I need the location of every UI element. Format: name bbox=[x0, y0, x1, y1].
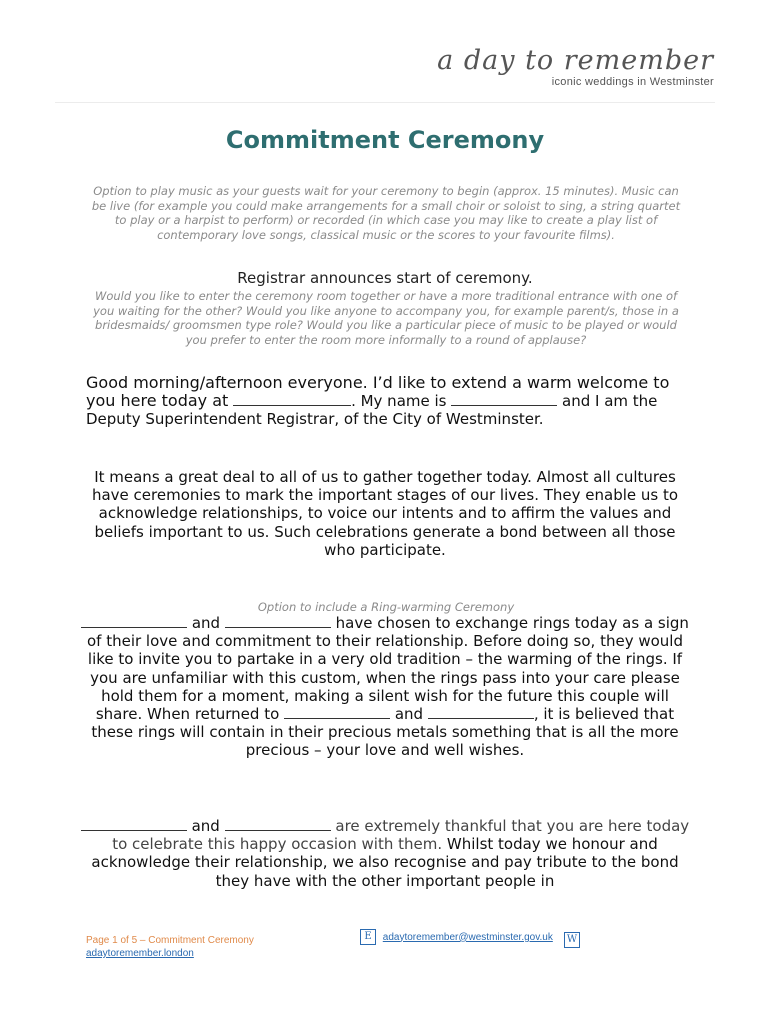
ring-warming-paragraph bbox=[80, 614, 690, 760]
meaning-paragraph: It means a great deal to all of us to gather together today. Almost all cultures have ceremonies to mark the important stages of our lives. They enable us to acknowledge relationships, to voice our intents and to affirm the values and beliefs important to us. Such celebrations generate a bond between all those who participate. bbox=[91, 468, 679, 559]
partner-two-blank bbox=[428, 705, 534, 719]
brand-subtitle: iconic weddings in Westminster bbox=[551, 76, 714, 88]
thanks-text-1: are extremely thankful that you are here today to celebrate this happy occasion with them. bbox=[112, 817, 690, 854]
registrar-announcement: Registrar announces start of ceremony. bbox=[237, 269, 533, 287]
ring-and-2: and bbox=[394, 705, 424, 724]
ring-and: and bbox=[191, 614, 221, 632]
email-link[interactable]: adaytoremember@westminster.gov.uk bbox=[382, 931, 553, 943]
footer-email bbox=[360, 929, 553, 945]
partner-one-blank bbox=[81, 614, 187, 628]
web-icon[interactable]: W bbox=[564, 932, 580, 948]
ring-text-2: , it is believed that these rings will contain in their precious metals something that is all the more precious – your love and well wishes. bbox=[91, 705, 679, 760]
footer-left bbox=[86, 934, 254, 960]
website-link[interactable]: adaytoremember.london bbox=[86, 948, 194, 959]
email-icon: E bbox=[360, 929, 376, 945]
entrance-note: Would you like to enter the ceremony room together or have a more traditional entrance with one of you waiting for the other? Would you like anyone to accompany you, for example parent/s, those in a bridesmaids/ groomsmen type role? Would you like a particular piece of music to be played or would you prefer to enter the room more informally to a round of applause? bbox=[93, 289, 679, 347]
partner-one-blank bbox=[81, 817, 187, 831]
header-divider bbox=[55, 102, 715, 103]
registrar-name-blank bbox=[451, 392, 557, 406]
brand-logo bbox=[437, 46, 714, 88]
partner-two-blank bbox=[225, 614, 331, 628]
greeting-text-2: . My name is bbox=[351, 392, 447, 411]
thanks-and: and bbox=[191, 817, 220, 835]
greeting-text-1: Good morning/afternoon everyone. I’d like to extend a warm welcome to you here today at bbox=[86, 373, 670, 411]
ring-text-1: have chosen to exchange rings today as a sign of their love and commitment to their relationship. Before doing so, they would like to invite you to partake in a very old tradition – the warming of the rings. If you are unfamiliar with this custom, when the rings pass into your care please hold them for a moment, making a silent wish for the future this couple will share. When returned to bbox=[86, 614, 689, 724]
thanks-paragraph bbox=[80, 817, 690, 890]
ring-warming-note: Option to include a Ring-warming Ceremony bbox=[257, 600, 515, 614]
music-note: Option to play music as your guests wait for your ceremony to begin (approx. 15 minutes). Music can be live (for example you could make arrangements for a small choir or soloist to sing, a string quartet to play or a harpist to perform) or recorded (in which case you may like to create a play list of contemporary love songs, classical music or the scores to your favourite films). bbox=[91, 184, 681, 242]
brand-title: a day to remember bbox=[437, 45, 714, 76]
page-title: Commitment Ceremony bbox=[225, 126, 545, 154]
greeting-text-3: and I am the Deputy Superintendent Registrar, of the City of Westminster. bbox=[86, 392, 658, 429]
venue-blank bbox=[233, 392, 351, 406]
web-icon-wrap[interactable] bbox=[564, 929, 580, 948]
partner-one-blank bbox=[284, 705, 390, 719]
page-indicator: Page 1 of 5 – Commitment Ceremony bbox=[86, 935, 254, 946]
thanks-text-2: Whilst today we honour and acknowledge their relationship, we also recognise and pay tribute to the bond they have with the other important people in bbox=[91, 835, 679, 890]
greeting-paragraph bbox=[86, 374, 696, 429]
partner-two-blank bbox=[225, 817, 331, 831]
